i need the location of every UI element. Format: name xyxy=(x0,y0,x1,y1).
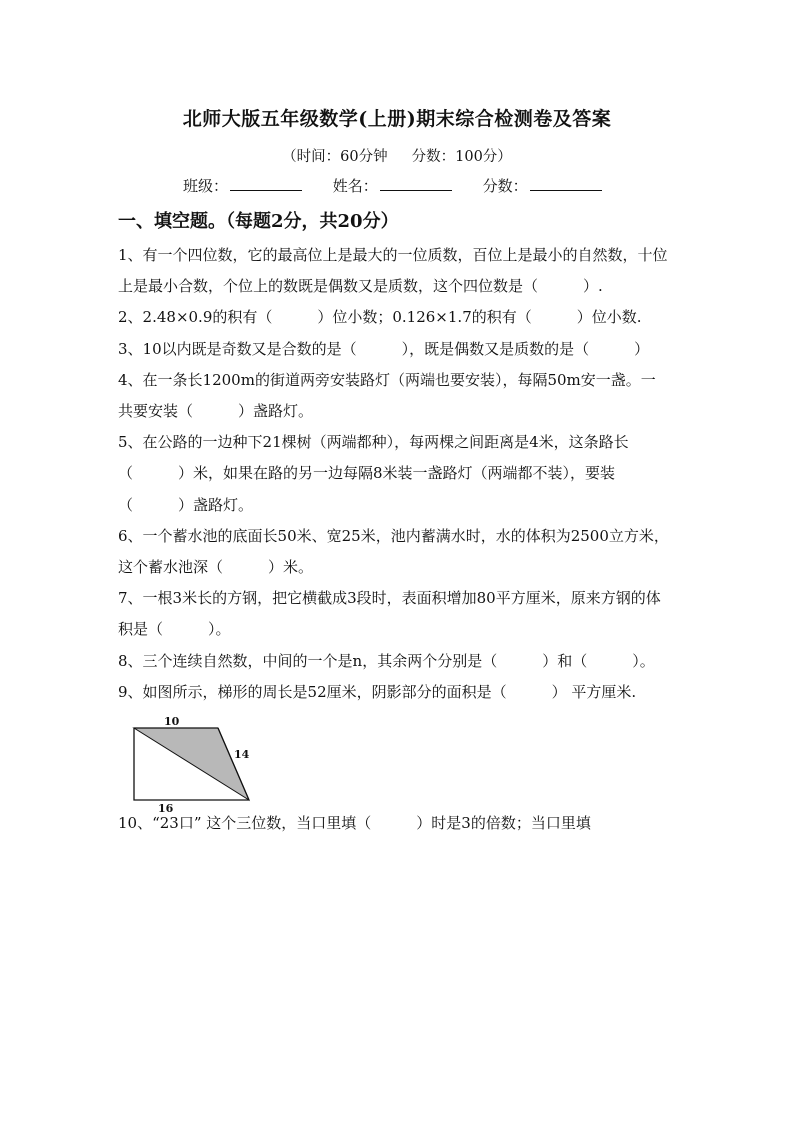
question-1: 1、有一个四位数，它的最高位上是最大的一位质数，百位上是最小的自然数，十位上是最小合数，个位上的数既是偶数又是质数，这个四位数是（ ）. xyxy=(118,246,668,296)
question-7: 7、一根3米长的方钢，把它横截成3段时，表面积增加80平方厘米，原来方钢的体积是（ ）。 xyxy=(118,589,661,639)
shaded-triangle xyxy=(134,728,249,800)
class-label: 班级： xyxy=(183,177,229,195)
score-label: 分数： xyxy=(482,177,528,195)
page-title: 北师大版五年级数学(上册)期末综合检测卷及答案 xyxy=(182,108,612,130)
time-label: （时间：60分钟 xyxy=(282,149,388,165)
score-blank xyxy=(530,176,602,191)
question-4: 4、在一条长1200m的街道两旁安装路灯（两端也要安装），每隔50m安一盏。一共要安装（ ）盏路灯。 xyxy=(118,370,656,421)
score-field xyxy=(483,175,602,196)
student-info-row xyxy=(183,175,628,196)
class-blank xyxy=(230,176,302,191)
question-8: 8、三个连续自然数，中间的一个是n，其余两个分别是（ ）和（ ）。 xyxy=(118,651,655,670)
class-field xyxy=(183,175,302,196)
label-side: 14 xyxy=(234,748,250,762)
question-9: 9、如图所示，梯形的周长是52厘米，阴影部分的面积是（ ） 平方厘米. xyxy=(118,682,637,701)
trapezoid-figure xyxy=(128,715,258,816)
question-list xyxy=(118,240,670,839)
question-6: 6、一个蓄水池的底面长50米、宽25米，池内蓄满水时，水的体积为2500立方米，这个蓄水池深（ ）米。 xyxy=(118,526,669,577)
question-5: 5、在公路的一边种下21棵树（两端都种），每两棵之间距离是4米，这条路长（ ）米，如果在路的另一边每隔8米装一盏路灯（两端都不装），要装（ ）盏路灯。 xyxy=(118,433,629,514)
section-heading: 一、填空题。（每题2分，共20分） xyxy=(118,211,399,232)
question-3: 3、10以内既是奇数又是合数的是（ ），既是偶数又是质数的是（ ） xyxy=(118,339,650,358)
name-blank xyxy=(380,176,452,191)
question-2: 2、2.48×0.9的积有（ ）位小数；0.126×1.7的积有（ ）位小数. xyxy=(118,308,642,327)
label-top: 10 xyxy=(164,715,180,729)
question-10: 10、“23口” 这个三位数，当口里填（ ）时是3的倍数；当口里填 xyxy=(118,814,591,833)
name-label: 姓名： xyxy=(332,177,378,195)
exam-time-score xyxy=(0,145,794,166)
label-bottom: 16 xyxy=(158,802,174,816)
total-score-label: 分数：100分） xyxy=(411,149,512,165)
name-field xyxy=(333,175,452,196)
